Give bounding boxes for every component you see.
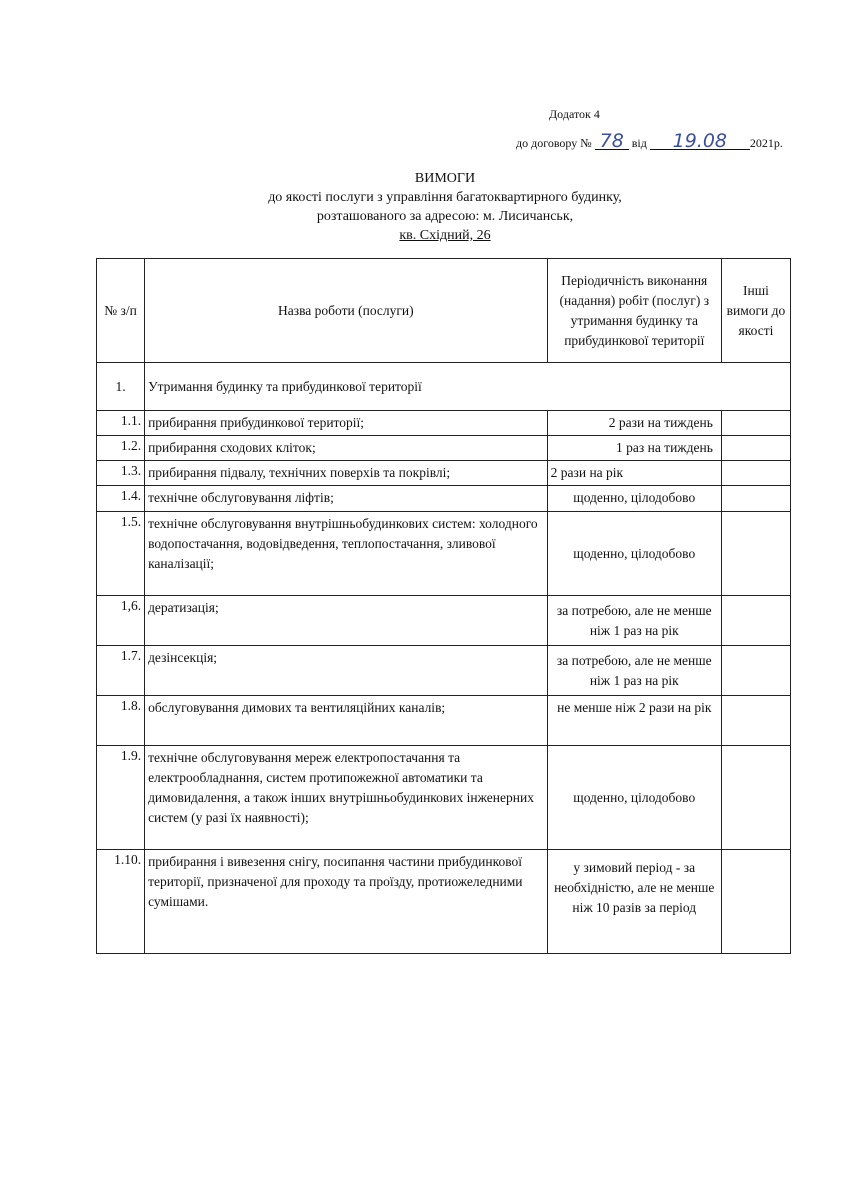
row-other	[721, 696, 790, 746]
header-num: № з/п	[97, 259, 145, 363]
row-num: 1.4.	[97, 486, 145, 512]
table-row	[97, 696, 791, 746]
row-other	[721, 646, 790, 696]
row-name: прибирання підвалу, технічних поверхів та покрівлі;	[145, 461, 548, 486]
row-other	[721, 850, 790, 954]
row-periodicity: 2 рази на тиждень	[547, 411, 721, 436]
row-num: 1.10.	[97, 850, 145, 954]
row-other	[721, 596, 790, 646]
section-row	[97, 363, 791, 411]
row-other	[721, 746, 790, 850]
row-name: дезінсекція;	[145, 646, 548, 696]
table-row	[97, 436, 791, 461]
row-periodicity: щоденно, цілодобово	[547, 486, 721, 512]
document-title	[200, 169, 690, 245]
row-periodicity: 1 раз на тиждень	[547, 436, 721, 461]
row-num: 1,6.	[97, 596, 145, 646]
row-num: 1.8.	[97, 696, 145, 746]
row-name: прибирання сходових кліток;	[145, 436, 548, 461]
row-name: технічне обслуговування внутрішньобудинкових систем: холодного водопостачання, водовідведення, теплопостачання, зливової каналізації;	[145, 512, 548, 596]
table-row	[97, 486, 791, 512]
row-periodicity: у зимовий період - за необхідністю, але не менше ніж 10 разів за період	[547, 850, 721, 954]
row-num: 1.7.	[97, 646, 145, 696]
row-periodicity: щоденно, цілодобово	[547, 746, 721, 850]
table-row	[97, 646, 791, 696]
row-other	[721, 486, 790, 512]
contract-date: 19.08	[650, 133, 750, 150]
table-header-row	[97, 259, 791, 363]
requirements-table	[96, 258, 791, 954]
table-row	[97, 746, 791, 850]
row-name: технічне обслуговування мереж електропостачання та електрообладнання, систем протипожежної автоматики та димовидалення, а також інших внутрішньобудинкових інженерних систем (у разі їх наявності);	[145, 746, 548, 850]
table-row	[97, 512, 791, 596]
row-periodicity: 2 рази на рік	[547, 461, 721, 486]
title-line-2: до якості послуги з управління багатоквартирного будинку,	[268, 190, 622, 205]
row-num: 1.3.	[97, 461, 145, 486]
title-line-3: розташованого за адресою: м. Лисичанськ,	[316, 209, 574, 224]
title-line-4: кв. Східний, 26	[399, 228, 491, 243]
row-num: 1.9.	[97, 746, 145, 850]
row-periodicity: щоденно, цілодобово	[547, 512, 721, 596]
row-num: 1.1.	[97, 411, 145, 436]
section-num: 1.	[97, 363, 145, 411]
row-name: технічне обслуговування ліфтів;	[145, 486, 548, 512]
annex-label: Додаток 4	[549, 107, 600, 121]
row-num: 1.2.	[97, 436, 145, 461]
contract-year: 2021р.	[749, 136, 783, 150]
table-row	[97, 850, 791, 954]
header-periodicity: Періодичність виконання (надання) робіт (послуг) з утримання будинку та прибудинкової території	[547, 259, 721, 363]
section-name: Утримання будинку та прибудинкової території	[145, 363, 791, 411]
contract-prefix: до договору №	[516, 136, 592, 150]
table-row	[97, 411, 791, 436]
table-row	[97, 596, 791, 646]
row-name: прибирання і вивезення снігу, посипання частини прибудинкової території, призначеної для проходу та проїзду, протиожеледними сумішами.	[145, 850, 548, 954]
row-other	[721, 436, 790, 461]
row-other	[721, 411, 790, 436]
row-periodicity: не менше ніж 2 рази на рік	[547, 696, 721, 746]
header-other: Інші вимоги до якості	[721, 259, 790, 363]
title-line-1: ВИМОГИ	[414, 171, 476, 186]
row-name: прибирання прибудинкової території;	[145, 411, 548, 436]
contract-number: 78	[595, 133, 629, 150]
table-row	[97, 461, 791, 486]
row-periodicity: за потребою, але не менше ніж 1 раз на рік	[547, 646, 721, 696]
row-name: дератизація;	[145, 596, 548, 646]
row-periodicity: за потребою, але не менше ніж 1 раз на рік	[547, 596, 721, 646]
row-num: 1.5.	[97, 512, 145, 596]
row-other	[721, 512, 790, 596]
row-other	[721, 461, 790, 486]
contract-date-prefix: від	[631, 136, 647, 150]
header-name: Назва роботи (послуги)	[145, 259, 548, 363]
contract-reference	[516, 130, 783, 152]
row-name: обслуговування димових та вентиляційних каналів;	[145, 696, 548, 746]
